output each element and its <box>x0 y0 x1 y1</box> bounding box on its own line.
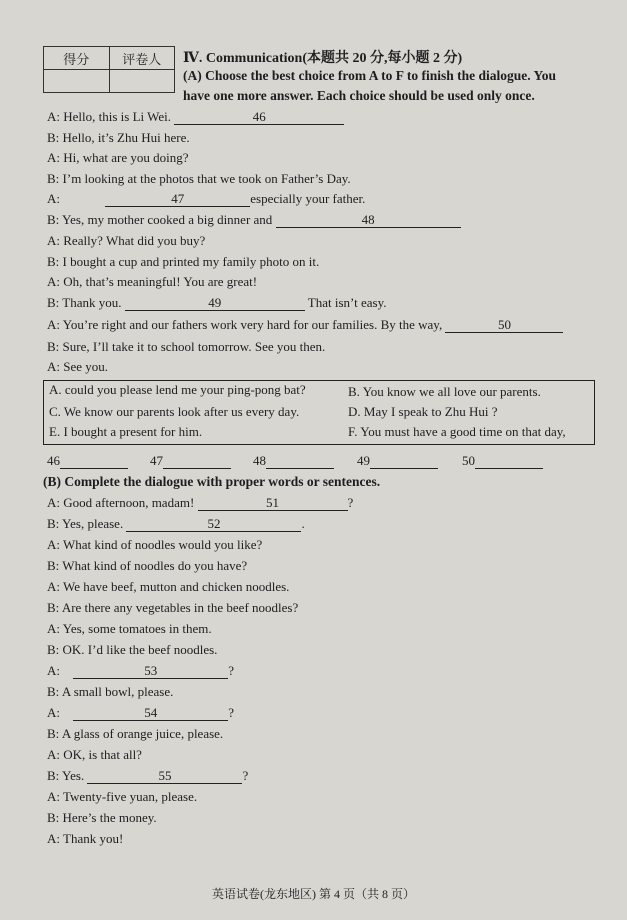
dialogue-line: B: Yes, please. 52 . <box>47 516 305 531</box>
dialogue-line: A: Really? What did you buy? <box>47 233 206 248</box>
dialogue-line: B: Yes, my mother cooked a big dinner and 48 <box>47 212 461 228</box>
dialogue-line: A: 54 ? <box>47 705 235 720</box>
dialogue-line: B: A glass of orange juice, please. <box>47 726 224 741</box>
part-a-instruction: (A) Choose the best choice from A to F to finish the dialogue. You have one more answer. Each choice should be used only once. <box>183 68 556 103</box>
dialogue-line: B: Are there any vegetables in the beef noodles? <box>47 600 299 615</box>
dialogue-line: A: OK, is that all? <box>47 747 142 762</box>
answer-blank[interactable]: 47 <box>105 192 250 207</box>
dialogue-line: B: Sure, I’ll take it to school tomorrow. See you then. <box>47 339 326 354</box>
dialogue-line: A: We have beef, mutton and chicken noodles. <box>47 579 290 594</box>
dialogue-line: A: Twenty-five yuan, please. <box>47 789 198 804</box>
choice-c: C. We know our parents look after us every day. <box>49 404 300 419</box>
choice-a: A. could you please lend me your ping-pong bat? <box>49 382 306 397</box>
section-title: Ⅳ. Communication(本题共 20 分,每小题 2 分) <box>183 51 463 66</box>
dialogue-line: A: Hello, this is Li Wei. 46 <box>47 109 344 125</box>
answer-slot[interactable]: 47 <box>150 453 231 469</box>
answer-blank[interactable]: 50 <box>445 318 563 333</box>
answer-blank[interactable]: 48 <box>276 213 461 228</box>
dialogue-line: A: 47 especially your father. <box>47 191 366 206</box>
answer-slot[interactable]: 49 <box>357 453 438 469</box>
answer-blank[interactable]: 53 <box>73 664 228 679</box>
score-table <box>43 46 175 93</box>
dialogue-line: A: You’re right and our fathers work very hard for our families. By the way, 50 <box>47 317 563 333</box>
dialogue-line: B: OK. I’d like the beef noodles. <box>47 642 218 657</box>
dialogue-line: A: What kind of noodles would you like? <box>47 537 263 552</box>
dialogue-line: B: A small bowl, please. <box>47 684 174 699</box>
answer-slot[interactable]: 50 <box>462 453 543 469</box>
answer-blank[interactable]: 49 <box>125 296 305 311</box>
dialogue-line: A: Hi, what are you doing? <box>47 150 189 165</box>
answer-slot[interactable]: 48 <box>253 453 334 469</box>
dialogue-line: B: I bought a cup and printed my family photo on it. <box>47 254 320 269</box>
dialogue-line: A: Yes, some tomatoes in them. <box>47 621 212 636</box>
dialogue-line: A: Thank you! <box>47 831 124 846</box>
choice-f: F. You must have a good time on that day, <box>348 424 566 439</box>
dialogue-line: A: Oh, that’s meaningful! You are great! <box>47 274 258 289</box>
answer-blank[interactable]: 46 <box>174 110 344 125</box>
score-header: 得分 <box>44 47 110 70</box>
dialogue-line: B: I’m looking at the photos that we took on Father’s Day. <box>47 171 351 186</box>
grader-header: 评卷人 <box>109 47 175 70</box>
score-cell[interactable] <box>44 70 110 93</box>
answer-slot[interactable]: 46 <box>47 453 128 469</box>
dialogue-line: B: Thank you. 49 That isn’t easy. <box>47 295 387 310</box>
answer-blank[interactable]: 55 <box>87 769 242 784</box>
dialogue-line: A: See you. <box>47 359 109 374</box>
page-footer: 英语试卷(龙东地区) 第 4 页（共 8 页） <box>212 887 415 901</box>
answer-blank[interactable]: 54 <box>73 706 228 721</box>
grader-cell[interactable] <box>109 70 175 93</box>
dialogue-line: B: Yes. 55 ? <box>47 768 249 783</box>
dialogue-line: A: 53 ? <box>47 663 235 678</box>
choice-e: E. I bought a present for him. <box>49 424 203 439</box>
choice-d: D. May I speak to Zhu Hui ? <box>348 404 498 419</box>
dialogue-line: B: Here’s the money. <box>47 810 157 825</box>
choice-b: B. You know we all love our parents. <box>348 384 541 399</box>
answer-blank[interactable]: 52 <box>126 517 301 532</box>
dialogue-line: B: What kind of noodles do you have? <box>47 558 248 573</box>
part-b-instruction: (B) Complete the dialogue with proper words or sentences. <box>43 474 381 489</box>
choices-box <box>43 380 595 445</box>
dialogue-line: A: Good afternoon, madam! 51 ? <box>47 495 354 510</box>
answer-blank[interactable]: 51 <box>198 496 348 511</box>
dialogue-line: B: Hello, it’s Zhu Hui here. <box>47 130 190 145</box>
